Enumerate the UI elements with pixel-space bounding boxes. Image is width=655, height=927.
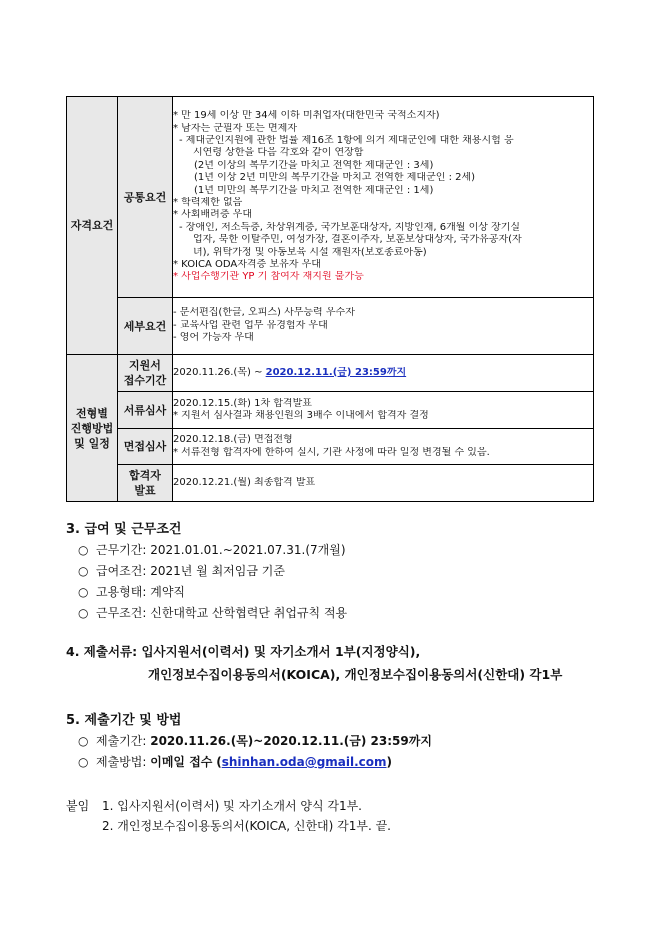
deadline-highlight: 2020.12.11.(금) 23:59까지 [265, 366, 407, 378]
application-period-content [173, 355, 594, 392]
application-period-label [118, 355, 173, 392]
section3-item [78, 604, 347, 621]
period-label: 제출기간: [96, 734, 151, 748]
detail-requirements-content [173, 298, 594, 355]
submission-period [78, 732, 432, 749]
common-line-red: * 사업수행기관 YP 기 참여자 재지원 불가능 [173, 271, 364, 283]
step-label-line: 합격자 [129, 469, 161, 482]
step-label-line: 지원서 [129, 359, 161, 372]
section3-item [78, 562, 285, 579]
common-requirements-label: 공통요건 [118, 97, 173, 298]
detail-requirements-label: 세부요건 [118, 298, 173, 355]
process-category-line: 및 일정 [74, 436, 110, 450]
method-label: 제출방법: [96, 755, 151, 769]
table-row [67, 298, 594, 355]
section5-title: 5. 제출기간 및 방법 [66, 713, 182, 728]
section4-title-line2: 개인정보수집이용동의서(KOICA), 개인정보수집이용동의서(신한대) 각1부 [148, 667, 563, 682]
common-line: 녀), 위탁가정 및 아동보육 시설 재원자(보호종료아동) [193, 246, 427, 258]
step-label-line: 접수기간 [123, 374, 167, 387]
circle-bullet-icon: ○ [78, 564, 89, 578]
common-line: 시연령 상한을 다음 각호와 같이 연장함 [193, 147, 364, 159]
circle-bullet-icon: ○ [78, 543, 89, 557]
document-screening-content [173, 392, 594, 429]
section3-item [78, 583, 185, 600]
step-label-line: 발표 [134, 484, 156, 497]
circle-bullet-icon: ○ [78, 755, 89, 769]
attachment-item: 2. 개인정보수집이용동의서(KOICA, 신한대) 각1부. 끝. [102, 819, 391, 833]
common-line: * KOICA ODA자격증 보유자 우대 [173, 259, 321, 271]
final-announcement-content [173, 465, 594, 502]
common-line: * 남자는 군필자 또는 면제자 [173, 122, 297, 134]
attachment-item: 1. 입사지원서(이력서) 및 자기소개서 양식 각1부. [102, 799, 362, 813]
table-row [67, 465, 594, 502]
step-date: 2020.11.26.(목) ~ [173, 366, 266, 378]
common-line: (1년 이상 2년 미만의 복무기간을 마치고 전역한 제대군인 : 2세) [194, 172, 476, 184]
qualification-category: 자격요건 [67, 97, 118, 355]
table-row [67, 429, 594, 465]
common-line: - 장애인, 저소득층, 차상위계층, 국가보훈대상자, 지방인재, 6개월 이상 장기실 [179, 221, 521, 233]
step-line: * 지원서 심사결과 채용인원의 3배수 이내에서 합격자 결정 [173, 410, 429, 421]
period-value: 2020.11.26.(목)~2020.12.11.(금) 23:59까지 [150, 734, 432, 748]
step-line: * 서류전형 합격자에 한하여 실시, 기관 사정에 따라 일정 변경될 수 있음. [173, 446, 490, 458]
table-row [67, 392, 594, 429]
circle-bullet-icon: ○ [78, 606, 89, 620]
section3-title: 3. 급여 및 근무조건 [66, 522, 182, 537]
interview-label: 면접심사 [118, 429, 173, 465]
attachments-label: 붙임 [66, 799, 90, 813]
step-line: 2020.12.21.(월) 최종합격 발표 [173, 476, 316, 488]
method-value: 이메일 접수 [150, 755, 213, 769]
interview-content [173, 429, 594, 465]
step-line: 2020.12.18.(금) 면접전형 [173, 434, 293, 446]
common-line: * 만 19세 이상 만 34세 이하 미취업자(대한민국 국적소지자) [173, 110, 440, 122]
common-line: - 제대군인지원에 관한 법률 제16조 1항에 의거 제대군인에 대한 채용시험 응 [179, 134, 514, 146]
process-category-line: 전형별 [76, 406, 108, 420]
email-link[interactable]: shinhan.oda@gmail.com [221, 755, 387, 769]
document-screening-label: 서류심사 [118, 392, 173, 429]
submission-method: ○ 제출방법: 이메일 접수 (shinhan.oda@gmail.com) [78, 755, 393, 769]
table-row [67, 355, 594, 392]
common-line: * 사회배려층 우대 [173, 209, 252, 221]
table-row [67, 97, 594, 298]
section3-item-text: 고용형태: 계약직 [96, 585, 186, 599]
common-requirements-content [173, 97, 594, 298]
step-line [173, 367, 593, 379]
process-category [67, 355, 118, 502]
section4-title-line1: 4. 제출서류: 입사지원서(이력서) 및 자기소개서 1부(지정양식), [66, 644, 421, 659]
step-line: 2020.12.15.(화) 1차 합격발표 [173, 397, 312, 409]
section3-item [78, 541, 346, 558]
requirements-table [66, 96, 594, 502]
section3-item-text: 근무기간: 2021.01.01.~2021.07.31.(7개월) [96, 543, 346, 557]
circle-bullet-icon: ○ [78, 585, 89, 599]
detail-line: - 교육사업 관련 업무 유경험자 우대 [173, 319, 328, 331]
common-line: (2년 이상의 복무기간을 마치고 전역한 제대군인 : 3세) [194, 159, 434, 171]
section3-item-text: 근무조건: 신한대학교 산학협력단 취업규칙 적용 [96, 606, 348, 620]
process-category-line: 진행방법 [70, 421, 114, 435]
detail-line: - 영어 가능자 우대 [173, 332, 254, 344]
circle-bullet-icon: ○ [78, 734, 89, 748]
common-line: * 학력제한 없음 [173, 197, 243, 208]
detail-line: - 문서편집(한글, 오피스) 사무능력 우수자 [173, 307, 355, 319]
common-line: 업자, 북한 이탈주민, 여성가장, 결혼이주자, 보훈보상대상자, 국가유공자(자 [193, 234, 522, 246]
common-line: (1년 미만의 복무기간을 마치고 전역한 제대군인 : 1세) [194, 184, 434, 196]
section3-item-text: 급여조건: 2021년 월 최저임금 기준 [96, 564, 285, 578]
final-announcement-label [118, 465, 173, 502]
